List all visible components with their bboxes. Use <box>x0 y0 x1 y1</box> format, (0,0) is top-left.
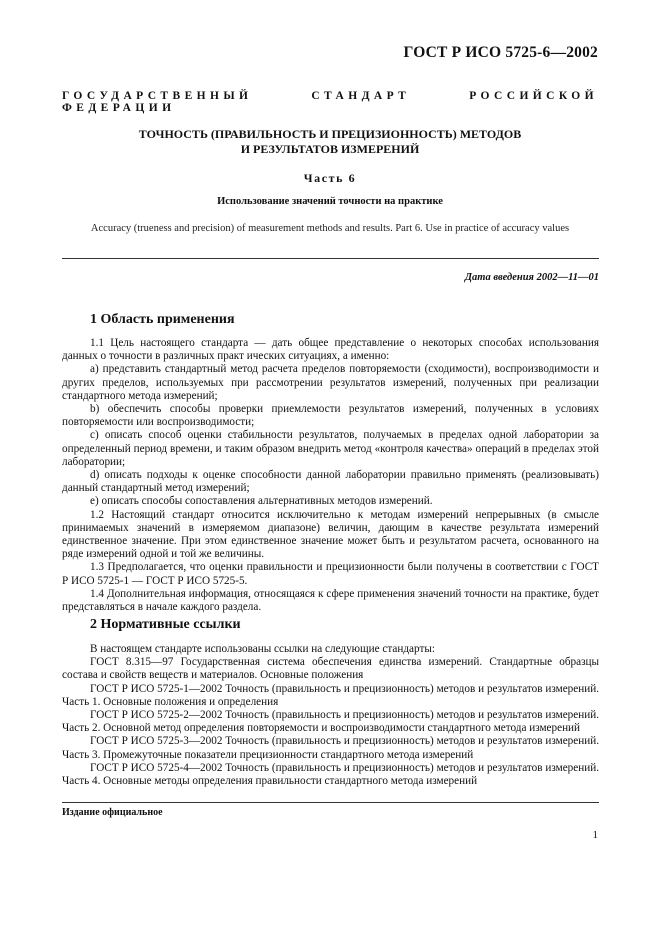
title-divider <box>62 258 599 259</box>
section-2-body <box>62 643 599 788</box>
introduction-date: Дата введения 2002—11—01 <box>464 272 599 283</box>
part-subtitle: Использование значений точности на практике <box>217 196 443 207</box>
reference-item: ГОСТ Р ИСО 5725-3—2002 Точность (правильность и прецизионность) методов и результатов измерений. Часть 3. Промежуточные показатели прецизионности стандартного метода измерений <box>62 735 599 761</box>
paragraph: d) описать подходы к оценке способности данной лаборатории правильно применять (реализовывать) данный стандартный метод измерений; <box>62 469 599 495</box>
edition-label: Издание официальное <box>62 807 163 818</box>
page-number: 1 <box>592 829 598 841</box>
paragraph: 1.2 Настоящий стандарт относится исключительно к методам измерений непрерывных (в смысле принимаемых значений в измеряемом диапазоне) величин, дающим в качестве результата измерений единственное значение. При этом единственное значение может быть и результатом расчета, основанного на ряде измерений одной и той же величины. <box>62 508 599 561</box>
government-standard-line: ГОСУДАРСТВЕННЫЙ СТАНДАРТ РОССИЙСКОЙ ФЕДЕРАЦИИ <box>62 90 598 114</box>
english-title: Accuracy (trueness and precision) of measurement methods and results. Part 6. Use in practice of accuracy values <box>90 223 570 234</box>
paragraph: 1.1 Цель настоящего стандарта — дать общее представление о некоторых способах использования данных о точности в различных практ ических ситуациях, а именно: <box>62 337 599 363</box>
part-label: Часть 6 <box>303 171 357 185</box>
section-1-heading: 1 Область применения <box>90 312 235 327</box>
paragraph: а) представить стандартный метод расчета пределов повторяемости (сходимости), воспроизводимости и других пределов, используемых при рассмотрении результатов измерений, полученных при реализации стандартного метода измерений; <box>62 363 599 402</box>
section-2-heading: 2 Нормативные ссылки <box>90 617 241 632</box>
standard-number: ГОСТ Р ИСО 5725-6—2002 <box>403 44 598 61</box>
reference-item: ГОСТ Р ИСО 5725-4—2002 Точность (правильность и прецизионность) методов и результатов измерений. Часть 4. Основные методы определения правильности стандартного метода измерений <box>62 761 599 788</box>
paragraph: b) обеспечить способы проверки приемлемости результатов измерений, полученных в условиях повторяемости или воспроизводимости; <box>62 403 599 429</box>
paragraph: 1.3 Предполагается, что оценки правильности и прецизионности были получены в соответствии с ГОСТ Р ИСО 5725-1 — ГОСТ Р ИСО 5725-5. <box>62 561 599 587</box>
title-line-2: И РЕЗУЛЬТАТОВ ИЗМЕРЕНИЙ <box>240 142 420 156</box>
title-line-1: ТОЧНОСТЬ (ПРАВИЛЬНОСТЬ И ПРЕЦИЗИОННОСТЬ) МЕТОДОВ <box>138 127 522 141</box>
footer-divider <box>62 802 599 803</box>
section-1-body <box>62 337 599 614</box>
paragraph: 1.4 Дополнительная информация, относящаяся к сфере применения значений точности на практике, будет представляться в начале каждого раздела. <box>62 587 599 614</box>
reference-item: ГОСТ 8.315—97 Государственная система обеспечения единства измерений. Стандартные образцы состава и свойств веществ и материалов. Основные положения <box>62 656 599 682</box>
paragraph: с) описать способ оценки стабильности результатов, получаемых в пределах одной лаборатории за определенный период времени, и таким образом внедрить метод «контроля качества» операций в пределах этой лаборатории; <box>62 429 599 468</box>
reference-item: ГОСТ Р ИСО 5725-2—2002 Точность (правильность и прецизионность) методов и результатов измерений. Часть 2. Основной метод определения повторяемости и воспроизводимости стандартного метода измерений <box>62 709 599 735</box>
paragraph: В настоящем стандарте использованы ссылки на следующие стандарты: <box>90 643 435 655</box>
document-title <box>60 127 600 157</box>
paragraph: е) описать способы сопоставления альтернативных методов измерений. <box>90 495 433 508</box>
reference-item: ГОСТ Р ИСО 5725-1—2002 Точность (правильность и прецизионность) методов и результатов измерений. Часть 1. Основные положения и определения <box>62 682 599 708</box>
